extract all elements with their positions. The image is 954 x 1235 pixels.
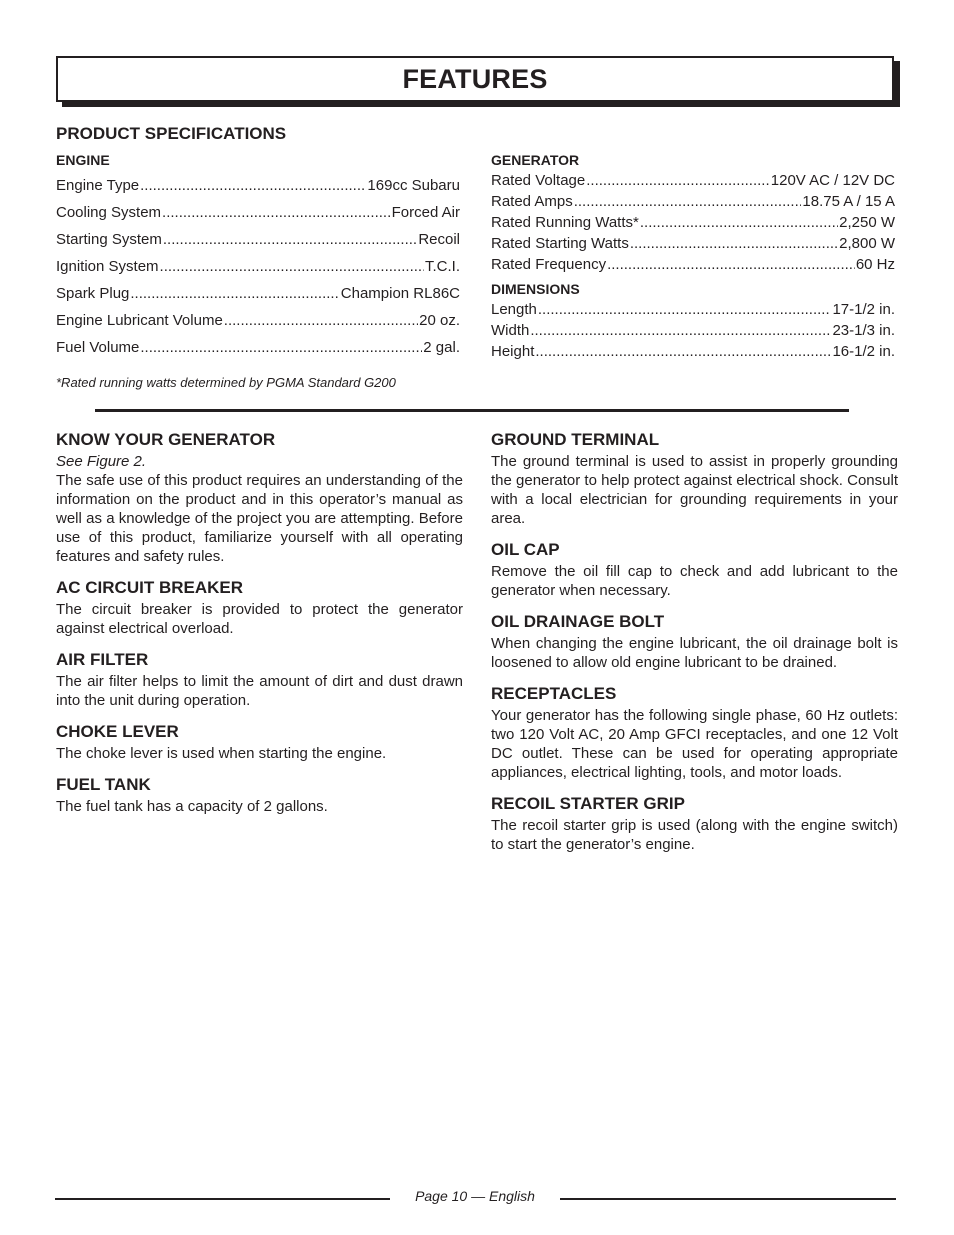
section-title: AIR FILTER: [56, 650, 149, 669]
dot-leader: [586, 172, 770, 189]
spec-row: [56, 339, 460, 366]
spec-label: Length: [491, 301, 537, 318]
section-title: KNOW YOUR GENERATOR: [56, 430, 276, 449]
section-body: The fuel tank has a capacity of 2 gallons.: [56, 798, 328, 815]
spec-label: Ignition System: [56, 258, 159, 275]
spec-value: 60 Hz: [855, 256, 895, 273]
spec-row: [56, 231, 460, 258]
section-title: OIL DRAINAGE BOLT: [491, 612, 665, 631]
section-ac-circuit-breaker: [56, 578, 463, 638]
section-receptacles: [491, 684, 898, 782]
engine-heading: ENGINE: [56, 152, 110, 168]
footer-rule-right: [560, 1198, 896, 1200]
spec-row: [491, 256, 895, 277]
dot-leader: [607, 256, 855, 273]
section-ground-terminal: [491, 430, 898, 528]
section-recoil-starter-grip: [491, 794, 898, 854]
section-body: The ground terminal is used to assist in properly grounding the generator to help protect against electrical shock. Consult with a local electrician for grounding requirements in your area.: [491, 453, 898, 527]
spec-label: Engine Type: [56, 177, 140, 194]
dot-leader: [574, 193, 802, 210]
spec-row: [56, 258, 460, 285]
spec-label: Rated Starting Watts: [491, 235, 629, 252]
dimensions-heading: DIMENSIONS: [491, 281, 580, 297]
section-body: The circuit breaker is provided to protect the generator against electrical overload.: [56, 601, 463, 637]
spec-row: [491, 343, 895, 364]
spec-row: [56, 312, 460, 339]
section-body: Your generator has the following single phase, 60 Hz outlets: two 120 Volt AC, 20 Amp GFCI receptacles, and one 12 Volt DC outlet. These can be used for operating appropriate appliances, electrical lighting, tools, and motor loads.: [491, 707, 898, 781]
section-air-filter: [56, 650, 463, 710]
dot-leader: [163, 231, 417, 248]
page-title: FEATURES: [402, 63, 548, 94]
section-oil-cap: [491, 540, 898, 600]
dot-leader: [530, 322, 831, 339]
figure-reference: See Figure 2.: [56, 453, 147, 470]
dot-leader: [162, 204, 391, 221]
spec-row: [56, 204, 460, 231]
spec-value: 23-1/3 in.: [832, 322, 895, 339]
spec-value: Champion RL86C: [340, 285, 460, 302]
section-body: The choke lever is used when starting the engine.: [56, 745, 387, 762]
spec-row: [491, 301, 895, 322]
spec-value: Forced Air: [391, 204, 460, 221]
spec-label: Cooling System: [56, 204, 162, 221]
specs-footnote: *Rated running watts determined by PGMA Standard G200: [56, 375, 396, 390]
page-number: Page 10 — English: [415, 1188, 535, 1204]
spec-value: Recoil: [418, 231, 460, 248]
spec-label: Height: [491, 343, 535, 360]
spec-label: Rated Voltage: [491, 172, 586, 189]
footer-rule-left: [55, 1198, 390, 1200]
right-column: [491, 430, 898, 866]
section-oil-drainage-bolt: [491, 612, 898, 672]
section-fuel-tank: [56, 775, 463, 816]
section-know-your-generator: [56, 430, 463, 566]
spec-value: 2,800 W: [839, 235, 895, 252]
dot-leader: [130, 285, 339, 302]
spec-label: Rated Frequency: [491, 256, 607, 273]
dot-leader: [538, 301, 832, 318]
section-title: OIL CAP: [491, 540, 560, 559]
spec-label: Rated Amps: [491, 193, 573, 210]
dot-leader: [535, 343, 831, 360]
spec-row: [56, 177, 460, 204]
spec-value: 2 gal.: [423, 339, 460, 356]
dot-leader: [140, 177, 366, 194]
spec-value: 16-1/2 in.: [832, 343, 895, 360]
section-title: GROUND TERMINAL: [491, 430, 660, 449]
section-body: The air filter helps to limit the amount of dirt and dust drawn into the unit during operation.: [56, 673, 463, 709]
generator-heading: GENERATOR: [491, 152, 580, 168]
spec-value: 17-1/2 in.: [832, 301, 895, 318]
dot-leader: [224, 312, 418, 329]
spec-value: T.C.I.: [424, 258, 460, 275]
spec-row: [491, 193, 895, 214]
section-choke-lever: [56, 722, 463, 763]
engine-specs: [56, 152, 460, 366]
spec-row: [56, 285, 460, 312]
section-title: RECOIL STARTER GRIP: [491, 794, 685, 813]
section-body: The recoil starter grip is used (along with the engine switch) to start the generator’s engine.: [491, 817, 898, 853]
section-title: AC CIRCUIT BREAKER: [56, 578, 243, 597]
spec-value: 120V AC / 12V DC: [770, 172, 895, 189]
section-body: When changing the engine lubricant, the oil drainage bolt is loosened to allow old engine lubricant to be drained.: [491, 635, 898, 671]
spec-label: Rated Running Watts*: [491, 214, 639, 231]
section-divider: [95, 409, 849, 412]
generator-specs: [491, 152, 895, 364]
product-specifications-heading: PRODUCT SPECIFICATIONS: [56, 124, 287, 143]
spec-label: Spark Plug: [56, 285, 130, 302]
spec-value: 2,250 W: [839, 214, 895, 231]
section-title: RECEPTACLES: [491, 684, 617, 703]
spec-value: 18.75 A / 15 A: [802, 193, 895, 210]
dot-leader: [630, 235, 838, 252]
dot-leader: [160, 258, 424, 275]
section-body: Remove the oil fill cap to check and add lubricant to the generator when necessary.: [491, 563, 898, 599]
spec-row: [491, 322, 895, 343]
section-title: CHOKE LEVER: [56, 722, 179, 741]
dot-leader: [140, 339, 422, 356]
dot-leader: [640, 214, 838, 231]
spec-value: 169cc Subaru: [367, 177, 460, 194]
spec-row: [491, 235, 895, 256]
page-title-box: [56, 56, 894, 102]
spec-label: Width: [491, 322, 530, 339]
spec-label: Fuel Volume: [56, 339, 140, 356]
spec-label: Starting System: [56, 231, 162, 248]
section-body: The safe use of this product requires an understanding of the information on the product and in this operator’s manual as well as a knowledge of the project you are attempting. Before use of this product, familiarize yourself with all operating features and safety rules.: [56, 472, 463, 565]
spec-row: [491, 214, 895, 235]
section-title: FUEL TANK: [56, 775, 151, 794]
left-column: [56, 430, 463, 828]
spec-label: Engine Lubricant Volume: [56, 312, 223, 329]
spec-value: 20 oz.: [419, 312, 460, 329]
spec-row: [491, 172, 895, 193]
